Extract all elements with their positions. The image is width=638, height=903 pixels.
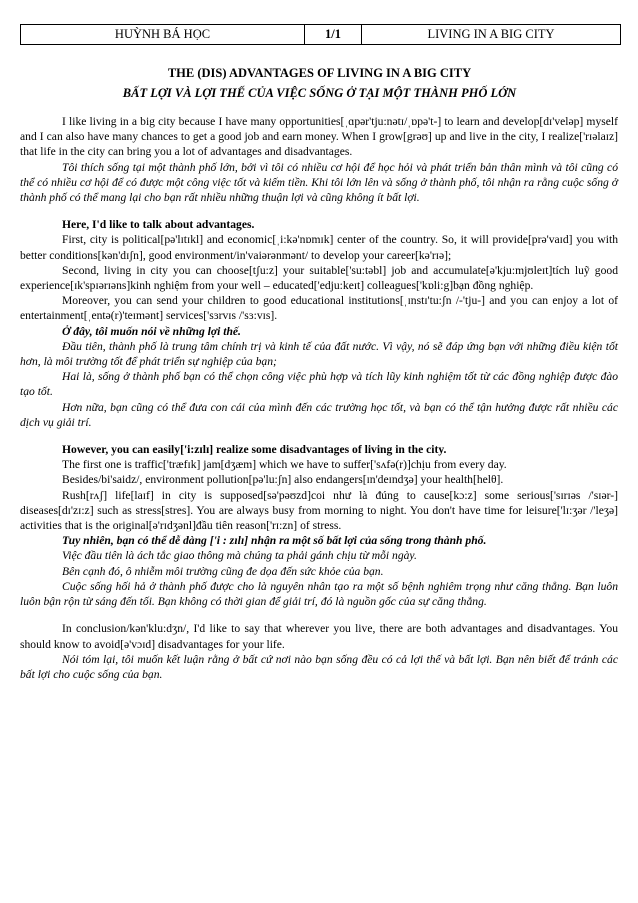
disadvantage-rush-english: Rush[rʌʃ] life[laɪf] in city is supposed[sə'pəʊzd]coi như là đúng to cause[kɔ:z] some serious['sɪrɪəs /'sɪər-] diseases[dɪ'zɪ:z] such as stress[stres]. You are always busy from morning to night. You don't have time for leisure['lɪ:ʒər /'leʒə] activities that is the original[ə'rɪdʒənl]đầu tiên reason['rɪ:zn] of stress.: [20, 488, 618, 533]
advantages-heading-english: Here, I'd like to talk about advantages.: [62, 218, 255, 232]
article-body: [20, 114, 618, 682]
disadvantage-besides-vietnamese: Bên cạnh đó, ô nhiễm môi trường cũng đe dọa đến sức khỏe của bạn.: [62, 564, 384, 578]
advantage-moreover-vietnamese: Hơn nữa, bạn cũng có thể đưa con cái của mình đến các trường học tốt, và bạn có thể tận hưởng được rất nhiều các dịch vụ giải trí.: [20, 400, 618, 429]
header-row: [21, 25, 621, 45]
disadvantage-first-vietnamese: Việc đầu tiên là ách tắc giao thông mà chúng ta phải gánh chịu từ mỗi ngày.: [62, 549, 417, 563]
advantage-first-vietnamese: Đầu tiên, thành phố là trung tâm chính trị và kinh tế của đất nước. Vì vậy, nó sẽ đáp ứng bạn với những điều kiện tốt hơn, là môi trường tốt để phát triển sự nghiệp của bạn;: [20, 339, 618, 369]
intro-vietnamese: Tôi thích sống tại một thành phố lớn, bởi vì tôi có nhiều cơ hội để học hỏi và phát triển bản thân mình và tôi cũng có thể có nhiều cơ hội để có được một công việc tốt và kiếm tiền. Khi tôi lớn lên và sống ở thành phố, tôi nhận ra rằng cuộc sống ở thành phố có thể mang lại cho bạn rất nhiều những thuận lợi và cũng không ít bất lợi.: [20, 160, 618, 205]
advantage-moreover-english: Moreover, you can send your children to good educational institutions[ˌɪnstɪ'tu:ʃn /-'tju-] and you can enjoy a lot of entertainment[ˌentə(r)'teɪmənt] services['sɜrvɪs /'sɜ:vɪs].: [20, 294, 618, 323]
advantage-second-vietnamese: Hai là, sống ở thành phố bạn có thể chọn công việc phù hợp và tích lũy kinh nghiệm tốt từ các đồng nghiệp được đào tạo tốt.: [20, 370, 618, 399]
advantage-first-english: First, city is political[pə'lɪtɪkl] and economic[ˌi:kə'nɒmɪk] center of the country. So, it will provide[prə'vaɪd] you with better conditions[kən'dɪʃn], good environment/in'vaiərənmənt/ to develop your career[kə'rɪə];: [20, 233, 618, 262]
title-english: THE (DIS) ADVANTAGES OF LIVING IN A BIG CITY: [167, 66, 472, 80]
title-vietnamese: BẤT LỢI VÀ LỢI THẾ CỦA VIỆC SỐNG Ở TẠI MỘT THÀNH PHỐ LỚN: [122, 86, 517, 100]
advantage-second-english: Second, living in city you can choose[tʃu:z] your suitable['su:təbl] job and accumulate[ə'kju:mjʊleɪt]tích luỹ good experience[ɪk'spɪərɪəns]kinh nghiệm from your well – educated['edju:keɪt] colleagues['kɒli:g]bạn đồng nghiệp.: [20, 263, 618, 293]
header-page-number: 1/1: [305, 25, 362, 45]
disadvantage-besides-english: Besides/bi'saidz/, environment pollution[pə'lu:ʃn] also endangers[ɪn'deɪndʒə] your health[helθ].: [62, 473, 504, 487]
disadvantage-first-english: The first one is traffic['træfɪk] jam[dʒæm] which we have to suffer['sʌfə(r)]chịu from every day.: [62, 458, 507, 472]
intro-english: I like living in a big city because I have many opportunities[ˌɑpər'tju:nətɪ/ˌɒpə't-] to learn and develop[dɪ'veləp] myself and I can also have many chances to get a good job and earn money. When I grow[grəʊ] up and live in the city, I realize['rɪəlaɪz] that life in the city can bring you a lot of advantages and disadvantages.: [20, 115, 618, 159]
disadvantages-heading-english: However, you can easily['i:zɪlɪ] realize some disadvantages of living in the city.: [62, 443, 447, 457]
header-author: HUỲNH BÁ HỌC: [21, 25, 305, 45]
conclusion-english: In conclusion/kən'klu:dʒn/, I'd like to say that wherever you live, there are both advantages and disadvantages. You should know to avoid[ə'vɔɪd] disadvantages for your life.: [20, 622, 618, 651]
conclusion-vietnamese: Nói tóm lại, tôi muốn kết luận rằng ở bất cứ nơi nào bạn sống đều có cả lợi thế và bất lợi. Bạn nên biết để tránh các bất lợi cho cuộc sống của bạn.: [20, 652, 618, 681]
disadvantage-rush-vietnamese: Cuộc sống hối hả ở thành phố được cho là nguyên nhân tạo ra một số bệnh nghiêm trọng như căng thẳng. Bạn luôn luôn bận rộn từ sáng đến tối. Bạn không có thời gian để giải trí, đó là nguồn gốc của sự căng thẳng.: [20, 579, 618, 609]
header-table: [20, 24, 621, 45]
advantages-heading-vietnamese: Ở đây, tôi muốn nói về những lợi thế.: [62, 324, 241, 338]
disadvantages-heading-vietnamese: Tuy nhiên, bạn có thể dễ dàng ['i : zɪlɪ] nhận ra một số bất lợi của sống trong thành phố.: [62, 534, 487, 548]
header-topic: LIVING IN A BIG CITY: [362, 25, 621, 45]
